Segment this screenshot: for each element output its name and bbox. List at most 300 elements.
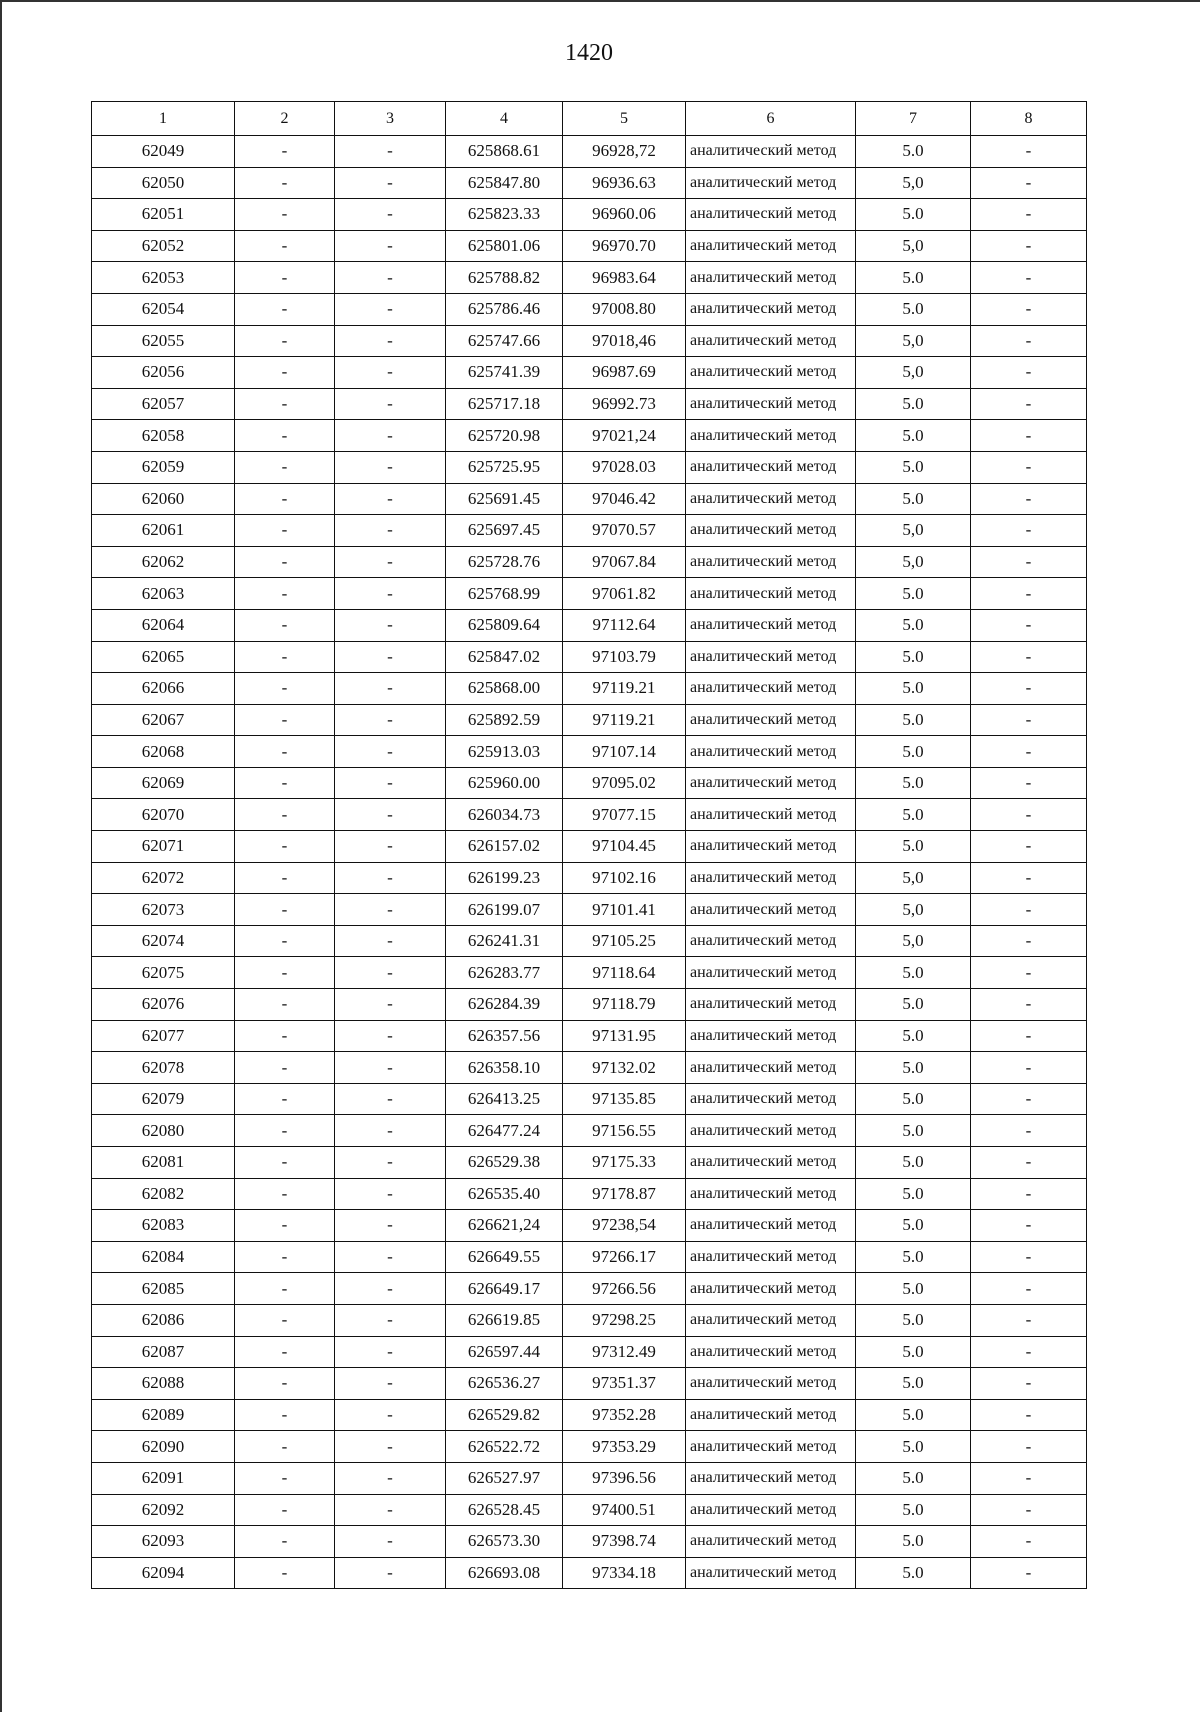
x-coordinate-cell: 625868.61 (446, 136, 563, 168)
method-cell: аналитический метод (686, 262, 856, 294)
accuracy-cell: 5.0 (856, 1462, 971, 1494)
x-coordinate-cell: 626413.25 (446, 1083, 563, 1115)
x-coordinate-cell: 626649.17 (446, 1273, 563, 1305)
y-coordinate-cell: 97396.56 (563, 1462, 686, 1494)
x-coordinate-cell: 626529.82 (446, 1399, 563, 1431)
point-number-cell: 62057 (92, 388, 235, 420)
col2-cell: - (235, 989, 335, 1021)
method-cell: аналитический метод (686, 704, 856, 736)
method-cell: аналитический метод (686, 1083, 856, 1115)
col8-cell: - (971, 831, 1087, 863)
method-cell: аналитический метод (686, 1557, 856, 1589)
col8-cell: - (971, 262, 1087, 294)
point-number-cell: 62075 (92, 957, 235, 989)
table-row (92, 515, 1087, 547)
y-coordinate-cell: 97156.55 (563, 1115, 686, 1147)
col2-cell: - (235, 1336, 335, 1368)
col8-cell: - (971, 1494, 1087, 1526)
col3-cell: - (335, 1210, 446, 1242)
col2-cell: - (235, 925, 335, 957)
col8-cell: - (971, 325, 1087, 357)
x-coordinate-cell: 625741.39 (446, 357, 563, 389)
col2-cell: - (235, 1368, 335, 1400)
y-coordinate-cell: 96987.69 (563, 357, 686, 389)
col8-cell: - (971, 388, 1087, 420)
col2-cell: - (235, 957, 335, 989)
y-coordinate-cell: 97352.28 (563, 1399, 686, 1431)
y-coordinate-cell: 97119.21 (563, 704, 686, 736)
column-header: 7 (856, 102, 971, 136)
col2-cell: - (235, 546, 335, 578)
point-number-cell: 62084 (92, 1241, 235, 1273)
column-header: 1 (92, 102, 235, 136)
col8-cell: - (971, 420, 1087, 452)
point-number-cell: 62074 (92, 925, 235, 957)
column-header: 5 (563, 102, 686, 136)
x-coordinate-cell: 625892.59 (446, 704, 563, 736)
x-coordinate-cell: 626527.97 (446, 1462, 563, 1494)
col2-cell: - (235, 1431, 335, 1463)
method-cell: аналитический метод (686, 1431, 856, 1463)
accuracy-cell: 5,0 (856, 894, 971, 926)
col3-cell: - (335, 1178, 446, 1210)
y-coordinate-cell: 97266.17 (563, 1241, 686, 1273)
col2-cell: - (235, 325, 335, 357)
col8-cell: - (971, 925, 1087, 957)
point-number-cell: 62083 (92, 1210, 235, 1242)
col3-cell: - (335, 989, 446, 1021)
col3-cell: - (335, 1368, 446, 1400)
method-cell: аналитический метод (686, 136, 856, 168)
accuracy-cell: 5.0 (856, 451, 971, 483)
col3-cell: - (335, 483, 446, 515)
method-cell: аналитический метод (686, 831, 856, 863)
table-row (92, 1083, 1087, 1115)
accuracy-cell: 5.0 (856, 799, 971, 831)
point-number-cell: 62053 (92, 262, 235, 294)
method-cell: аналитический метод (686, 483, 856, 515)
point-number-cell: 62088 (92, 1368, 235, 1400)
table-row (92, 420, 1087, 452)
y-coordinate-cell: 97105.25 (563, 925, 686, 957)
table-row (92, 293, 1087, 325)
x-coordinate-cell: 626199.23 (446, 862, 563, 894)
point-number-cell: 62066 (92, 673, 235, 705)
method-cell: аналитический метод (686, 641, 856, 673)
accuracy-cell: 5,0 (856, 862, 971, 894)
method-cell: аналитический метод (686, 1526, 856, 1558)
point-number-cell: 62078 (92, 1052, 235, 1084)
col8-cell: - (971, 1210, 1087, 1242)
point-number-cell: 62067 (92, 704, 235, 736)
col8-cell: - (971, 1399, 1087, 1431)
col8-cell: - (971, 1431, 1087, 1463)
col8-cell: - (971, 1083, 1087, 1115)
y-coordinate-cell: 96970.70 (563, 230, 686, 262)
method-cell: аналитический метод (686, 515, 856, 547)
point-number-cell: 62050 (92, 167, 235, 199)
point-number-cell: 62072 (92, 862, 235, 894)
y-coordinate-cell: 96992.73 (563, 388, 686, 420)
x-coordinate-cell: 625960.00 (446, 767, 563, 799)
accuracy-cell: 5.0 (856, 957, 971, 989)
accuracy-cell: 5.0 (856, 420, 971, 452)
col2-cell: - (235, 1399, 335, 1431)
col2-cell: - (235, 736, 335, 768)
col8-cell: - (971, 357, 1087, 389)
table-row (92, 1273, 1087, 1305)
y-coordinate-cell: 96960.06 (563, 199, 686, 231)
point-number-cell: 62052 (92, 230, 235, 262)
y-coordinate-cell: 97102.16 (563, 862, 686, 894)
accuracy-cell: 5,0 (856, 230, 971, 262)
col8-cell: - (971, 1052, 1087, 1084)
y-coordinate-cell: 97067.84 (563, 546, 686, 578)
col2-cell: - (235, 451, 335, 483)
point-number-cell: 62071 (92, 831, 235, 863)
accuracy-cell: 5.0 (856, 736, 971, 768)
col2-cell: - (235, 420, 335, 452)
point-number-cell: 62062 (92, 546, 235, 578)
table-row (92, 1052, 1087, 1084)
table-row (92, 1020, 1087, 1052)
y-coordinate-cell: 97103.79 (563, 641, 686, 673)
col2-cell: - (235, 1557, 335, 1589)
table-row (92, 925, 1087, 957)
accuracy-cell: 5.0 (856, 262, 971, 294)
col8-cell: - (971, 799, 1087, 831)
y-coordinate-cell: 97135.85 (563, 1083, 686, 1115)
col3-cell: - (335, 609, 446, 641)
x-coordinate-cell: 626619.85 (446, 1304, 563, 1336)
col2-cell: - (235, 230, 335, 262)
col3-cell: - (335, 1273, 446, 1305)
col8-cell: - (971, 483, 1087, 515)
point-number-cell: 62092 (92, 1494, 235, 1526)
col2-cell: - (235, 1210, 335, 1242)
accuracy-cell: 5.0 (856, 1431, 971, 1463)
col2-cell: - (235, 1020, 335, 1052)
col3-cell: - (335, 1462, 446, 1494)
col2-cell: - (235, 357, 335, 389)
accuracy-cell: 5.0 (856, 1178, 971, 1210)
accuracy-cell: 5.0 (856, 609, 971, 641)
method-cell: аналитический метод (686, 925, 856, 957)
x-coordinate-cell: 626034.73 (446, 799, 563, 831)
table-row (92, 578, 1087, 610)
accuracy-cell: 5.0 (856, 989, 971, 1021)
col3-cell: - (335, 673, 446, 705)
y-coordinate-cell: 97119.21 (563, 673, 686, 705)
method-cell: аналитический метод (686, 1115, 856, 1147)
col2-cell: - (235, 1115, 335, 1147)
method-cell: аналитический метод (686, 1336, 856, 1368)
col3-cell: - (335, 515, 446, 547)
col8-cell: - (971, 293, 1087, 325)
col2-cell: - (235, 515, 335, 547)
point-number-cell: 62077 (92, 1020, 235, 1052)
point-number-cell: 62065 (92, 641, 235, 673)
y-coordinate-cell: 97061.82 (563, 578, 686, 610)
accuracy-cell: 5.0 (856, 136, 971, 168)
col3-cell: - (335, 199, 446, 231)
table-row (92, 609, 1087, 641)
accuracy-cell: 5.0 (856, 1494, 971, 1526)
x-coordinate-cell: 626529.38 (446, 1147, 563, 1179)
x-coordinate-cell: 625697.45 (446, 515, 563, 547)
accuracy-cell: 5.0 (856, 1368, 971, 1400)
point-number-cell: 62091 (92, 1462, 235, 1494)
col3-cell: - (335, 1399, 446, 1431)
col3-cell: - (335, 1304, 446, 1336)
point-number-cell: 62089 (92, 1399, 235, 1431)
point-number-cell: 62082 (92, 1178, 235, 1210)
y-coordinate-cell: 96928,72 (563, 136, 686, 168)
col2-cell: - (235, 1494, 335, 1526)
col8-cell: - (971, 736, 1087, 768)
table-row (92, 862, 1087, 894)
method-cell: аналитический метод (686, 1052, 856, 1084)
col2-cell: - (235, 704, 335, 736)
method-cell: аналитический метод (686, 1304, 856, 1336)
point-number-cell: 62055 (92, 325, 235, 357)
coordinates-table (91, 101, 1087, 1589)
point-number-cell: 62076 (92, 989, 235, 1021)
col8-cell: - (971, 136, 1087, 168)
x-coordinate-cell: 626693.08 (446, 1557, 563, 1589)
col8-cell: - (971, 1557, 1087, 1589)
point-number-cell: 62056 (92, 357, 235, 389)
table-row (92, 736, 1087, 768)
x-coordinate-cell: 626357.56 (446, 1020, 563, 1052)
accuracy-cell: 5.0 (856, 199, 971, 231)
col3-cell: - (335, 641, 446, 673)
col8-cell: - (971, 862, 1087, 894)
col2-cell: - (235, 1147, 335, 1179)
col2-cell: - (235, 167, 335, 199)
table-row (92, 704, 1087, 736)
x-coordinate-cell: 626284.39 (446, 989, 563, 1021)
col3-cell: - (335, 736, 446, 768)
col8-cell: - (971, 1020, 1087, 1052)
accuracy-cell: 5,0 (856, 325, 971, 357)
accuracy-cell: 5.0 (856, 293, 971, 325)
col2-cell: - (235, 483, 335, 515)
col3-cell: - (335, 894, 446, 926)
accuracy-cell: 5.0 (856, 1399, 971, 1431)
accuracy-cell: 5.0 (856, 1115, 971, 1147)
col3-cell: - (335, 925, 446, 957)
table-row (92, 767, 1087, 799)
table-body (92, 136, 1087, 1589)
point-number-cell: 62068 (92, 736, 235, 768)
col8-cell: - (971, 1115, 1087, 1147)
page-number: 1420 (565, 40, 613, 66)
table-row (92, 1431, 1087, 1463)
col2-cell: - (235, 1241, 335, 1273)
col2-cell: - (235, 894, 335, 926)
point-number-cell: 62079 (92, 1083, 235, 1115)
table-row (92, 1557, 1087, 1589)
col2-cell: - (235, 262, 335, 294)
col2-cell: - (235, 641, 335, 673)
method-cell: аналитический метод (686, 1178, 856, 1210)
accuracy-cell: 5,0 (856, 167, 971, 199)
col3-cell: - (335, 1020, 446, 1052)
y-coordinate-cell: 96936.63 (563, 167, 686, 199)
col2-cell: - (235, 609, 335, 641)
table-row (92, 831, 1087, 863)
col2-cell: - (235, 799, 335, 831)
point-number-cell: 62094 (92, 1557, 235, 1589)
method-cell: аналитический метод (686, 1462, 856, 1494)
y-coordinate-cell: 97351.37 (563, 1368, 686, 1400)
x-coordinate-cell: 625691.45 (446, 483, 563, 515)
accuracy-cell: 5.0 (856, 641, 971, 673)
y-coordinate-cell: 97298.25 (563, 1304, 686, 1336)
x-coordinate-cell: 625725.95 (446, 451, 563, 483)
y-coordinate-cell: 97266.56 (563, 1273, 686, 1305)
y-coordinate-cell: 97018,46 (563, 325, 686, 357)
col3-cell: - (335, 167, 446, 199)
col2-cell: - (235, 767, 335, 799)
y-coordinate-cell: 96983.64 (563, 262, 686, 294)
col2-cell: - (235, 862, 335, 894)
x-coordinate-cell: 626597.44 (446, 1336, 563, 1368)
accuracy-cell: 5.0 (856, 1304, 971, 1336)
x-coordinate-cell: 625728.76 (446, 546, 563, 578)
column-header: 6 (686, 102, 856, 136)
method-cell: аналитический метод (686, 1241, 856, 1273)
accuracy-cell: 5,0 (856, 357, 971, 389)
col2-cell: - (235, 1052, 335, 1084)
col3-cell: - (335, 262, 446, 294)
y-coordinate-cell: 97118.64 (563, 957, 686, 989)
accuracy-cell: 5.0 (856, 578, 971, 610)
method-cell: аналитический метод (686, 767, 856, 799)
col2-cell: - (235, 388, 335, 420)
point-number-cell: 62070 (92, 799, 235, 831)
y-coordinate-cell: 97132.02 (563, 1052, 686, 1084)
method-cell: аналитический метод (686, 894, 856, 926)
col8-cell: - (971, 1336, 1087, 1368)
method-cell: аналитический метод (686, 989, 856, 1021)
point-number-cell: 62061 (92, 515, 235, 547)
col3-cell: - (335, 1115, 446, 1147)
table-row (92, 894, 1087, 926)
col8-cell: - (971, 1178, 1087, 1210)
x-coordinate-cell: 626528.45 (446, 1494, 563, 1526)
col2-cell: - (235, 1273, 335, 1305)
accuracy-cell: 5.0 (856, 1083, 971, 1115)
column-header: 2 (235, 102, 335, 136)
y-coordinate-cell: 97398.74 (563, 1526, 686, 1558)
table-row (92, 325, 1087, 357)
col8-cell: - (971, 1147, 1087, 1179)
point-number-cell: 62064 (92, 609, 235, 641)
col3-cell: - (335, 1431, 446, 1463)
y-coordinate-cell: 97046.42 (563, 483, 686, 515)
table-row (92, 262, 1087, 294)
y-coordinate-cell: 97400.51 (563, 1494, 686, 1526)
x-coordinate-cell: 626649.55 (446, 1241, 563, 1273)
column-header: 8 (971, 102, 1087, 136)
method-cell: аналитический метод (686, 578, 856, 610)
col8-cell: - (971, 609, 1087, 641)
point-number-cell: 62080 (92, 1115, 235, 1147)
col2-cell: - (235, 1178, 335, 1210)
x-coordinate-cell: 626199.07 (446, 894, 563, 926)
col8-cell: - (971, 578, 1087, 610)
col8-cell: - (971, 1526, 1087, 1558)
col2-cell: - (235, 136, 335, 168)
point-number-cell: 62087 (92, 1336, 235, 1368)
method-cell: аналитический метод (686, 1399, 856, 1431)
x-coordinate-cell: 626241.31 (446, 925, 563, 957)
method-cell: аналитический метод (686, 451, 856, 483)
y-coordinate-cell: 97021,24 (563, 420, 686, 452)
accuracy-cell: 5.0 (856, 1526, 971, 1558)
table-row (92, 673, 1087, 705)
x-coordinate-cell: 625809.64 (446, 609, 563, 641)
col3-cell: - (335, 136, 446, 168)
accuracy-cell: 5,0 (856, 515, 971, 547)
table-row (92, 799, 1087, 831)
method-cell: аналитический метод (686, 325, 856, 357)
col8-cell: - (971, 957, 1087, 989)
col3-cell: - (335, 451, 446, 483)
col8-cell: - (971, 767, 1087, 799)
y-coordinate-cell: 97353.29 (563, 1431, 686, 1463)
col3-cell: - (335, 831, 446, 863)
point-number-cell: 62090 (92, 1431, 235, 1463)
table-row (92, 199, 1087, 231)
col3-cell: - (335, 957, 446, 989)
y-coordinate-cell: 97312.49 (563, 1336, 686, 1368)
page-border-top (0, 0, 1200, 2)
x-coordinate-cell: 625720.98 (446, 420, 563, 452)
col2-cell: - (235, 831, 335, 863)
y-coordinate-cell: 97070.57 (563, 515, 686, 547)
x-coordinate-cell: 626536.27 (446, 1368, 563, 1400)
y-coordinate-cell: 97077.15 (563, 799, 686, 831)
header-row (92, 102, 1087, 136)
accuracy-cell: 5.0 (856, 1557, 971, 1589)
accuracy-cell: 5.0 (856, 388, 971, 420)
table-row (92, 451, 1087, 483)
x-coordinate-cell: 625747.66 (446, 325, 563, 357)
col8-cell: - (971, 167, 1087, 199)
point-number-cell: 62069 (92, 767, 235, 799)
y-coordinate-cell: 97175.33 (563, 1147, 686, 1179)
table-row (92, 957, 1087, 989)
x-coordinate-cell: 625847.80 (446, 167, 563, 199)
y-coordinate-cell: 97095.02 (563, 767, 686, 799)
method-cell: аналитический метод (686, 1368, 856, 1400)
accuracy-cell: 5.0 (856, 483, 971, 515)
point-number-cell: 62063 (92, 578, 235, 610)
col8-cell: - (971, 989, 1087, 1021)
method-cell: аналитический метод (686, 609, 856, 641)
col3-cell: - (335, 1526, 446, 1558)
col8-cell: - (971, 1241, 1087, 1273)
x-coordinate-cell: 626535.40 (446, 1178, 563, 1210)
col3-cell: - (335, 357, 446, 389)
accuracy-cell: 5.0 (856, 1241, 971, 1273)
accuracy-cell: 5,0 (856, 925, 971, 957)
col8-cell: - (971, 641, 1087, 673)
method-cell: аналитический метод (686, 388, 856, 420)
